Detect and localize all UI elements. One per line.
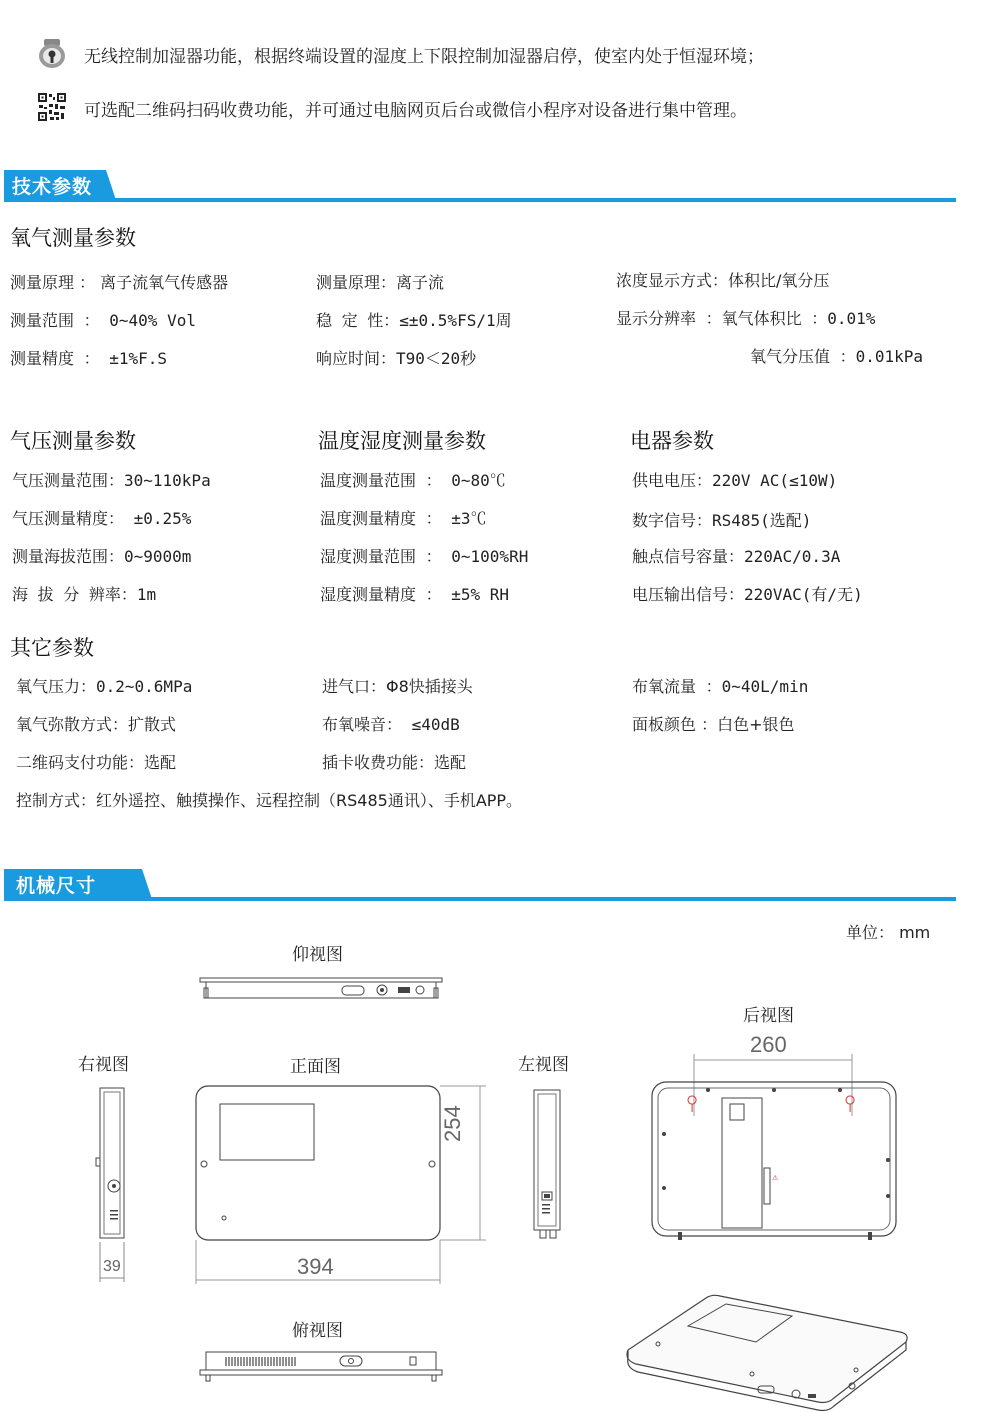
bottom-view-label: 仰视图 — [292, 945, 343, 965]
oxygen-stability: 稳 定 性：≤±0.5%FS/1周 — [316, 311, 512, 330]
oxygen-flow: 布氧流量 ：0~40L/min — [632, 677, 809, 696]
pressure-range: 气压测量范围：30~110kPa — [12, 471, 211, 490]
bottom-view-drawing — [196, 970, 446, 1010]
back-view-label: 后视图 — [743, 1006, 794, 1026]
humidifier-icon — [36, 36, 68, 72]
top-view-drawing — [196, 1346, 446, 1386]
tech-section-rule — [4, 198, 956, 202]
feature-1-icon-wrap — [36, 36, 68, 72]
panel-color: 面板颜色 ：白色+银色 — [632, 715, 795, 734]
pressure-accuracy: 气压测量精度： ±0.25% — [12, 509, 192, 528]
oxygen-partial-pressure-resolution: 氧气分压值 ：0.01kPa — [750, 347, 924, 366]
oxygen-noise: 布氧噪音： ≤40dB — [322, 715, 460, 734]
width-dimension: 394 — [297, 1254, 334, 1279]
oxygen-diffusion-mode: 氧气弥散方式：扩散式 — [16, 715, 177, 734]
oxygen-range: 测量范围 ： 0~40% Vol — [10, 311, 196, 330]
front-view-label: 正面图 — [290, 1057, 341, 1077]
back-view-drawing — [648, 1030, 908, 1244]
altitude-range: 测量海拔范围：0~9000m — [12, 547, 192, 566]
temperature-range: 温度测量范围 ： 0~80℃ — [320, 471, 506, 490]
oxygen-response-time: 响应时间：T90＜20秒 — [316, 349, 477, 368]
tech-section-title: 技术参数 — [12, 176, 93, 198]
supply-voltage: 供电电压：220V AC(≤10W) — [632, 471, 838, 490]
air-inlet: 进气口：Φ8快插接头 — [322, 677, 473, 696]
contact-signal-capacity: 触点信号容量：220AC/0.3A — [632, 547, 841, 566]
height-dimension: 254 — [440, 1105, 465, 1142]
qr-code-icon — [37, 92, 67, 122]
left-view-label: 左视图 — [518, 1055, 569, 1075]
other-heading: 其它参数 — [10, 636, 94, 660]
altitude-resolution: 海 拔 分 辨率：1m — [12, 585, 157, 604]
humidity-range: 湿度测量范围 ： 0~100%RH — [320, 547, 529, 566]
digital-signal: 数字信号：RS485(选配) — [632, 511, 812, 530]
card-payment-function: 插卡收费功能：选配 — [322, 753, 467, 772]
depth-dimension: 39 — [103, 1258, 121, 1275]
qr-payment-function: 二维码支付功能：选配 — [16, 753, 177, 772]
oxygen-display-mode: 浓度显示方式：体积比/氧分压 — [616, 271, 830, 290]
temperature-accuracy: 温度测量精度 ： ±3℃ — [320, 509, 487, 528]
temp-humidity-heading: 温度湿度测量参数 — [318, 429, 486, 453]
mech-section-title: 机械尺寸 — [16, 875, 97, 897]
oxygen-pressure: 氧气压力：0.2~0.6MPa — [16, 677, 193, 696]
voltage-output-signal: 电压输出信号：220VAC(有/无) — [632, 585, 863, 604]
right-view-drawing — [94, 1082, 130, 1286]
oxygen-accuracy: 测量精度 ： ±1%F.S — [10, 349, 168, 368]
oxygen-display-resolution: 显示分辨率 ：氧气体积比 ：0.01% — [616, 309, 876, 328]
oxygen-heading: 氧气测量参数 — [10, 226, 136, 250]
top-view-label: 俯视图 — [292, 1321, 343, 1341]
humidity-accuracy: 湿度测量精度 ： ±5% RH — [320, 585, 510, 604]
unit-label: 单位： mm — [846, 923, 931, 942]
left-view-drawing — [528, 1084, 568, 1244]
oxygen-principle: 测量原理 ： 离子流氧气传感器 — [10, 273, 229, 292]
pressure-heading: 气压测量参数 — [10, 429, 136, 453]
feature-2-text: 可选配二维码扫码收费功能，并可通过电脑网页后台或微信小程序对设备进行集中管理。 — [84, 101, 747, 121]
feature-1-text: 无线控制加湿器功能，根据终端设置的湿度上下限控制加湿器启停，使室内处于恒湿环境； — [84, 47, 764, 67]
feature-2-icon-wrap — [37, 92, 67, 122]
right-view-label: 右视图 — [78, 1055, 129, 1075]
svg-text:⚠: ⚠ — [772, 1174, 779, 1182]
perspective-drawing — [620, 1286, 916, 1412]
mount-dimension: 260 — [750, 1032, 787, 1057]
oxygen-principle-2: 测量原理：离子流 — [316, 273, 445, 292]
electrical-heading: 电器参数 — [630, 429, 714, 453]
control-modes: 控制方式：红外遥控、触摸操作、远程控制（RS485通讯）、手机APP。 — [16, 791, 523, 810]
